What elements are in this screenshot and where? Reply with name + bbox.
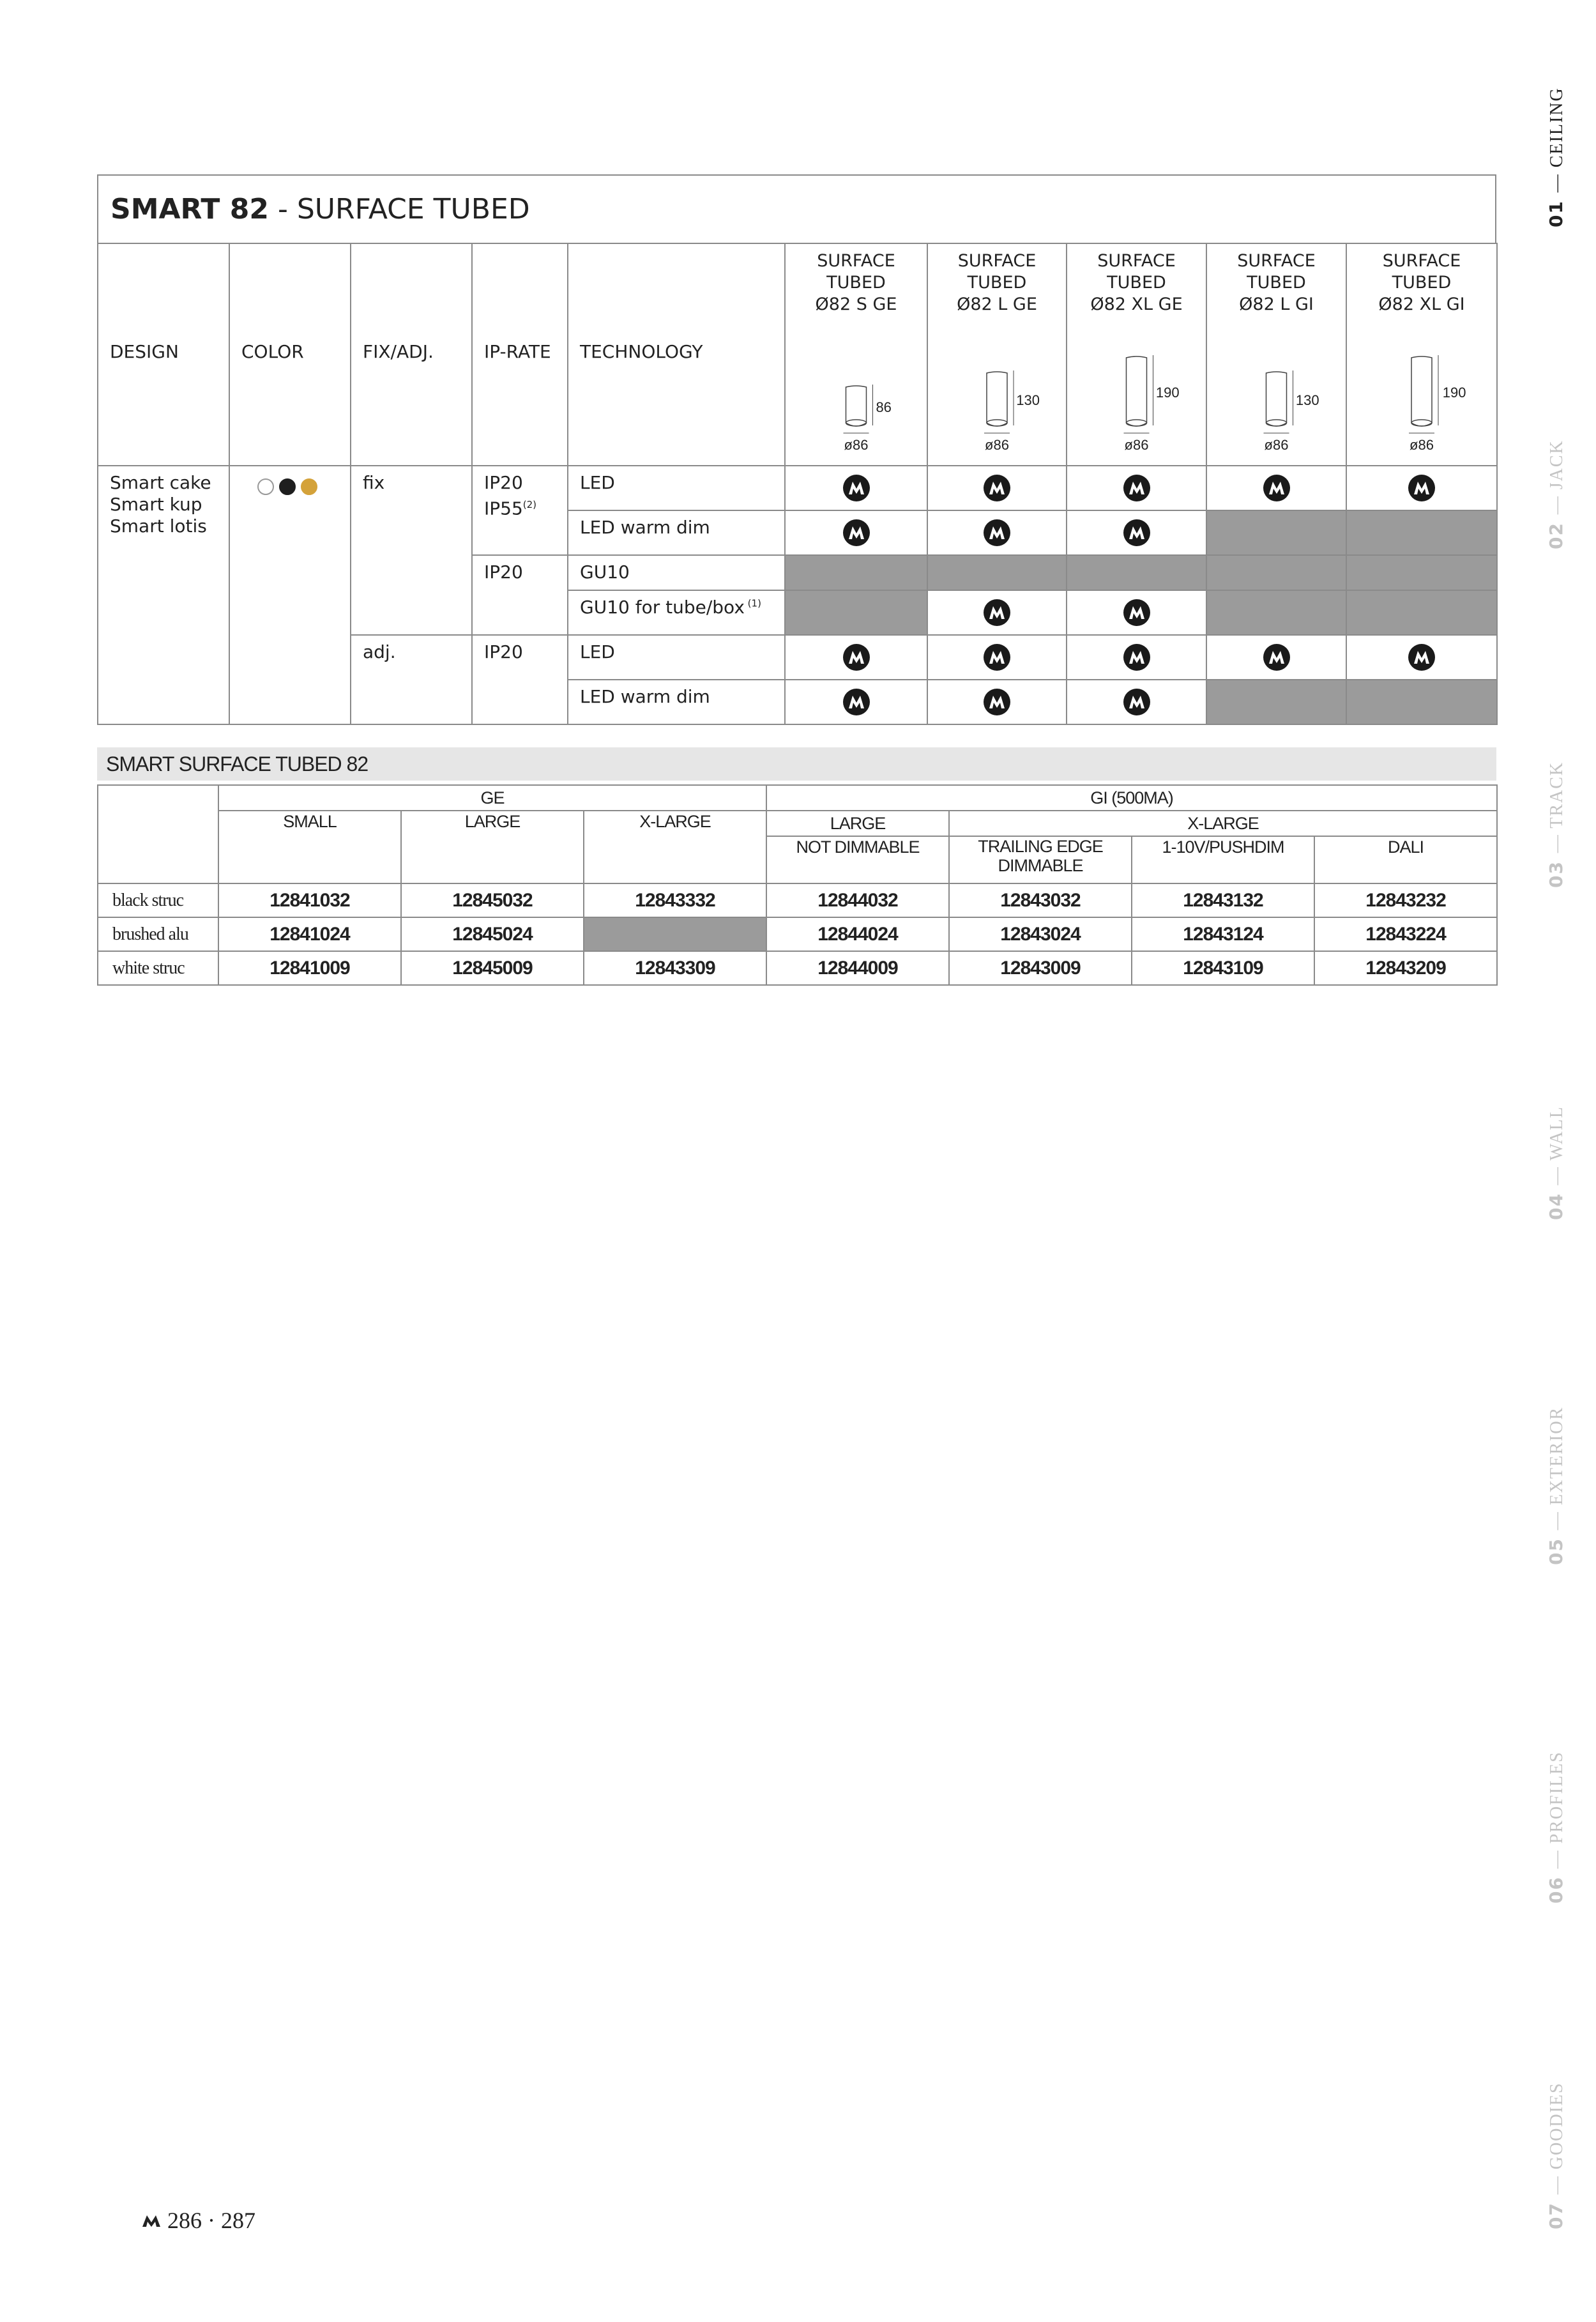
availability-cell: [927, 590, 1067, 635]
article-code: 12843032: [949, 883, 1132, 917]
corner-cell: [98, 785, 218, 883]
technology-label: GU10 for tube/box: [580, 597, 745, 618]
available-icon: [843, 475, 870, 501]
article-code: 12843232: [1314, 883, 1497, 917]
color-swatch: [279, 478, 296, 495]
product-height-label: 190: [1155, 385, 1180, 401]
product-name-line: SURFACE: [1382, 251, 1461, 271]
adj-cell: adj.: [351, 635, 472, 724]
spec-table: [97, 174, 1496, 725]
availability-cell: [1067, 555, 1206, 590]
fix-cell: fix: [351, 466, 472, 635]
product-sketch: [1347, 354, 1496, 456]
article-code: 12845024: [401, 917, 584, 951]
available-icon: [984, 475, 1010, 501]
available-icon: [984, 599, 1010, 626]
product-name-line: TUBED: [826, 273, 886, 293]
technology-cell: [568, 466, 785, 510]
sub-trailing-edge: TRAILING EDGE DIMMABLE: [949, 836, 1132, 883]
product-sketch: [1067, 354, 1206, 456]
article-code: 12843109: [1132, 951, 1314, 985]
availability-cell: [1346, 590, 1497, 635]
available-icon: [843, 689, 870, 715]
availability-cell: [1346, 555, 1497, 590]
product-name-line: Ø82 S GE: [815, 294, 897, 314]
availability-cell: [1067, 466, 1206, 510]
available-icon: [984, 689, 1010, 715]
group-gi: GI (500MA): [766, 785, 1497, 811]
product-name-line: Ø82 L GE: [957, 294, 1037, 314]
product-height-label: 190: [1442, 385, 1466, 401]
chapter-label: — JACK: [1547, 439, 1567, 515]
available-icon: [1123, 475, 1150, 501]
ordering-table: [97, 784, 1498, 986]
article-code: 12843024: [949, 917, 1132, 951]
article-code: 12843132: [1132, 883, 1314, 917]
article-code: 12843309: [584, 951, 766, 985]
chapter-nav-item[interactable]: [1546, 1106, 1567, 1220]
finish-label: white struc: [98, 951, 218, 985]
design-cell: [98, 466, 229, 724]
availability-cell: [1346, 635, 1497, 680]
article-code: 12843009: [949, 951, 1132, 985]
product-height-label: 86: [876, 399, 892, 415]
unavailable-cell: [584, 917, 766, 951]
availability-cell: [785, 635, 927, 680]
technology-label: LED: [580, 472, 615, 493]
technology-label: LED warm dim: [580, 517, 710, 538]
technology-label: GU10: [580, 561, 630, 583]
available-icon: [1123, 519, 1150, 546]
product-name-line: TUBED: [967, 273, 1027, 293]
availability-cell: [927, 555, 1067, 590]
ip-cell: IP20: [472, 555, 568, 635]
spec-grid: [97, 243, 1498, 725]
available-icon: [1123, 644, 1150, 671]
article-code: 12845032: [401, 883, 584, 917]
available-icon: [1408, 644, 1435, 671]
technology-label: LED: [580, 641, 615, 662]
product-diameter-label: ø86: [1410, 437, 1434, 453]
product-diameter-label: ø86: [1264, 437, 1289, 453]
chapter-label: — PROFILES: [1547, 1751, 1567, 1869]
chapter-number: 06: [1546, 1868, 1567, 1904]
chapter-number: 03: [1546, 853, 1567, 888]
product-name-line: Ø82 XL GI: [1378, 294, 1465, 314]
availability-cell: [785, 680, 927, 724]
technology-cell: [568, 590, 785, 635]
product-sketch: [928, 354, 1066, 456]
color-swatch: [301, 478, 317, 495]
article-code: 12841009: [218, 951, 401, 985]
article-code: 12845009: [401, 951, 584, 985]
ip20-label: IP20: [484, 472, 523, 493]
available-icon: [843, 519, 870, 546]
chapter-number: 07: [1546, 2194, 1567, 2229]
available-icon: [843, 644, 870, 671]
product-name-line: Ø82 XL GE: [1090, 294, 1183, 314]
header-ip: IP-RATE: [472, 243, 568, 466]
product-header: [1206, 243, 1346, 466]
page-numbers: [142, 2207, 255, 2234]
title-bold: SMART 82: [110, 193, 269, 225]
design-name: Smart cake: [110, 472, 211, 493]
title-rest: - SURFACE TUBED: [278, 193, 530, 225]
availability-cell: [1206, 680, 1346, 724]
article-code: 12841032: [218, 883, 401, 917]
ordering-heading: SMART SURFACE TUBED 82: [97, 747, 1496, 781]
product-diameter-label: ø86: [844, 437, 869, 453]
header-color: COLOR: [229, 243, 351, 466]
col-xlarge: X-LARGE: [584, 811, 766, 883]
chapter-nav-item[interactable]: [1546, 1407, 1567, 1565]
chapter-nav-item[interactable]: [1546, 87, 1567, 227]
availability-cell: [785, 466, 927, 510]
availability-cell: [1346, 510, 1497, 555]
availability-cell: [927, 635, 1067, 680]
availability-cell: [1206, 466, 1346, 510]
ip-cell: IP20: [472, 635, 568, 724]
product-header: [785, 243, 927, 466]
table-row: [98, 883, 1497, 917]
article-code: 12841024: [218, 917, 401, 951]
col-small: SMALL: [218, 811, 401, 883]
chapter-nav-item[interactable]: [1546, 761, 1567, 888]
availability-cell: [1206, 555, 1346, 590]
product-sketch: [786, 354, 927, 456]
availability-cell: [1206, 635, 1346, 680]
article-code: 12844032: [766, 883, 949, 917]
availability-cell: [927, 680, 1067, 724]
footnote-marker: (1): [744, 597, 761, 609]
product-name-line: TUBED: [1107, 273, 1166, 293]
availability-cell: [927, 510, 1067, 555]
product-header: [927, 243, 1067, 466]
chapter-label: — TRACK: [1547, 761, 1567, 853]
header-design: DESIGN: [98, 243, 229, 466]
available-icon: [984, 644, 1010, 671]
technology-label: LED warm dim: [580, 686, 710, 707]
chapter-number: 05: [1546, 1530, 1567, 1565]
available-icon: [1263, 475, 1290, 501]
product-name-line: Ø82 L GI: [1239, 294, 1314, 314]
availability-cell: [1206, 510, 1346, 555]
availability-cell: [927, 466, 1067, 510]
finish-label: black struc: [98, 883, 218, 917]
header-technology: TECHNOLOGY: [568, 243, 785, 466]
available-icon: [1123, 599, 1150, 626]
available-icon: [1263, 644, 1290, 671]
sub-not-dimmable: NOT DIMMABLE: [766, 836, 949, 883]
product-name-line: TUBED: [1247, 273, 1306, 293]
color-cell: [229, 466, 351, 724]
availability-cell: [1346, 680, 1497, 724]
chapter-nav-item[interactable]: [1546, 2082, 1567, 2229]
product-name-line: SURFACE: [1097, 251, 1176, 271]
article-code: 12844009: [766, 951, 949, 985]
available-icon: [1123, 689, 1150, 715]
design-name: Smart lotis: [110, 516, 207, 537]
chapter-label: — GOODIES: [1547, 2082, 1567, 2195]
product-name-line: SURFACE: [957, 251, 1037, 271]
product-height-label: 130: [1016, 392, 1040, 408]
article-code: 12843124: [1132, 917, 1314, 951]
chapter-nav-item[interactable]: [1546, 439, 1567, 549]
col-gi-large: LARGE: [766, 811, 949, 836]
design-name: Smart kup: [110, 494, 202, 515]
chapter-number: 01: [1546, 192, 1567, 227]
page-number-text: 286 · 287: [167, 2208, 255, 2233]
technology-cell: [568, 680, 785, 724]
technology-cell: [568, 510, 785, 555]
chapter-number: 02: [1546, 514, 1567, 549]
article-code: 12844024: [766, 917, 949, 951]
chapter-label: — CEILING: [1547, 87, 1567, 193]
product-name-line: SURFACE: [1237, 251, 1316, 271]
availability-cell: [785, 510, 927, 555]
product-height-label: 130: [1295, 392, 1319, 408]
table-row: [98, 951, 1497, 985]
ip-cell: [472, 466, 568, 555]
availability-cell: [1067, 590, 1206, 635]
available-icon: [984, 519, 1010, 546]
available-icon: [1408, 475, 1435, 501]
table-row: [98, 917, 1497, 951]
availability-cell: [1067, 680, 1206, 724]
article-code: 12843332: [584, 883, 766, 917]
color-swatch: [257, 478, 274, 495]
finish-label: brushed alu: [98, 917, 218, 951]
availability-cell: [1346, 466, 1497, 510]
availability-cell: [1067, 510, 1206, 555]
availability-cell: [1206, 590, 1346, 635]
chapter-number: 04: [1546, 1185, 1567, 1220]
col-large: LARGE: [401, 811, 584, 883]
color-swatches: [241, 475, 338, 496]
product-sketch: [1207, 354, 1346, 456]
group-ge: GE: [218, 785, 766, 811]
product-name-line: SURFACE: [817, 251, 895, 271]
product-header: [1346, 243, 1497, 466]
product-diameter-label: ø86: [1124, 437, 1149, 453]
chapter-label: — WALL: [1547, 1106, 1567, 1186]
availability-cell: [785, 590, 927, 635]
page-title: [97, 174, 1496, 243]
availability-cell: [785, 555, 927, 590]
brand-logo-icon: [142, 2213, 161, 2227]
availability-cell: [1067, 635, 1206, 680]
sub-dali: DALI: [1314, 836, 1497, 883]
technology-cell: [568, 635, 785, 680]
product-diameter-label: ø86: [985, 437, 1009, 453]
article-code: 12843209: [1314, 951, 1497, 985]
article-code: 12843224: [1314, 917, 1497, 951]
technology-cell: [568, 555, 785, 590]
header-fix: FIX/ADJ.: [351, 243, 472, 466]
chapter-label: — EXTERIOR: [1547, 1406, 1567, 1531]
col-gi-xlarge: X-LARGE: [949, 811, 1497, 836]
chapter-nav-item[interactable]: [1546, 1751, 1567, 1904]
sub-pushdim: 1-10V/PUSHDIM: [1132, 836, 1314, 883]
ip55-label: IP55$^{(2)}$: [484, 498, 537, 519]
product-header: [1067, 243, 1206, 466]
product-name-line: TUBED: [1392, 273, 1452, 293]
